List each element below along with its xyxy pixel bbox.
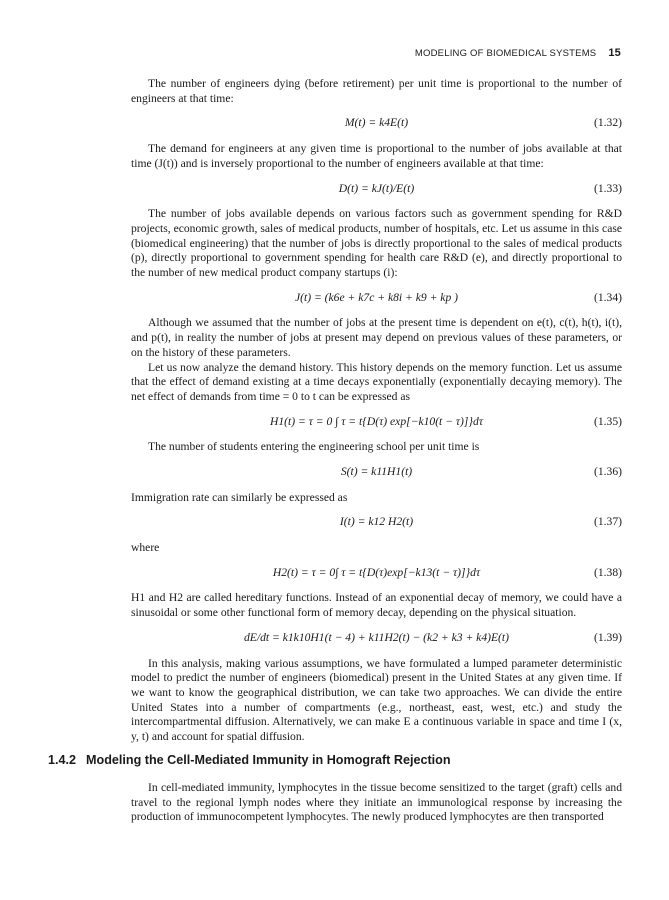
- paragraph: The demand for engineers at any given time is proportional to the number of jobs available at that time (J(t)) and is inversely proportional to the number of engineers available at that time:: [131, 142, 622, 170]
- paragraph: The number of students entering the engineering school per unit time is: [148, 440, 480, 454]
- equation-1-38: [131, 566, 622, 581]
- equation-number: (1.37): [593, 515, 622, 529]
- paragraph: Let us now analyze the demand history. This history depends on the memory function. Let us assume that the effect of demand existing at a time decays exponentially (exponentially decaying memory). The net effect of demands from time = 0 to t can be expressed as: [131, 360, 622, 403]
- running-title: MODELING OF BIOMEDICAL SYSTEMS: [414, 48, 597, 59]
- equation-number: (1.33): [593, 181, 622, 195]
- equation-1-34: [131, 291, 622, 306]
- equation-formula: S(t) = k11H1(t): [340, 465, 413, 478]
- equation-formula: J(t) = (k6e + k7c + k8i + k9 + kp ): [294, 290, 459, 304]
- equation-formula: I(t) = k12 H2(t): [339, 515, 414, 529]
- equation-formula: H1(t) = τ = 0 ∫ τ = t{D(τ) exp[−k10(t − τ)]}dτ: [269, 414, 483, 428]
- equation-1-32: [131, 116, 622, 131]
- paragraph: where: [131, 541, 160, 555]
- section-heading: [48, 753, 451, 767]
- equation-1-36: [131, 465, 622, 480]
- equation-1-37: [131, 515, 622, 530]
- body-text-upper: [131, 77, 622, 745]
- equation-formula: H2(t) = τ = 0∫ τ = t{D(τ)exp[−k13(t − τ)]}dτ: [272, 565, 481, 579]
- equation-1-33: [131, 182, 622, 197]
- equation-number: (1.35): [593, 414, 622, 428]
- equation-number: (1.38): [593, 565, 622, 579]
- section-title: Modeling the Cell-Mediated Immunity in Homograft Rejection: [86, 753, 451, 767]
- body-text-lower: [131, 781, 622, 825]
- page-number: 15: [608, 47, 621, 59]
- equation-formula: dE/dt = k1k10H1(t − 4) + k11H2(t) − (k2 + k3 + k4)E(t): [244, 630, 509, 644]
- paragraph: Although we assumed that the number of jobs at the present time is dependent on e(t), c(t), h(t), i(t), and p(t), in reality the number of jobs at present may depend on previous values of these parameters, or on the history of these parameters.: [131, 316, 622, 359]
- equation-formula: M(t) = k4E(t): [344, 116, 409, 130]
- paragraph: In cell-mediated immunity, lymphocytes in the tissue become sensitized to the target (graft) cells and travel to the regional lymph nodes where they initiate an immunological response by increasing the production of immunocompetent lymphocytes. The newly produced lymphocytes are then transported: [131, 781, 622, 824]
- equation-number: (1.32): [593, 116, 622, 130]
- equation-number: (1.39): [593, 630, 622, 644]
- equation-formula: D(t) = kJ(t)/E(t): [338, 181, 415, 195]
- paragraph: The number of jobs available depends on various factors such as government spending for R&D projects, economic growth, sales of medical products, number of hospitals, etc. Let us assume in this case (biomedical engineering) that the number of jobs is directly proportional to the sales of medical products (p), directly proportional to government spending for health care R&D (e), and directly proportional to the number of new medical product company startups (i):: [131, 207, 622, 279]
- section-number: 1.4.2: [48, 753, 77, 767]
- equation-number: (1.34): [593, 290, 622, 304]
- paragraph: Immigration rate can similarly be expressed as: [131, 490, 348, 504]
- paragraph: The number of engineers dying (before retirement) per unit time is proportional to the number of engineers at that time:: [131, 77, 622, 105]
- paragraph: H1 and H2 are called hereditary functions. Instead of an exponential decay of memory, we could have a sinusoidal or some other functional form of memory decay, depending on the physical situation.: [131, 591, 622, 620]
- equation-number: (1.36): [593, 465, 622, 478]
- equation-1-35: [131, 415, 622, 430]
- equation-1-39: [131, 631, 622, 646]
- paragraph: In this analysis, making various assumptions, we have formulated a lumped parameter deterministic model to predict the number of engineers (biomedical) present in the United States at any given time. If we want to know the geographical distribution, we can take two approaches. We can divide the entire United States into a number of compartments (e.g., northeast, east, west, etc.) and study the intercompartmental diffusion. Alternatively, we can make E a continuous variable in space and time I (x, y, t) and account for spatial diffusion.: [131, 656, 622, 744]
- running-header: [415, 47, 621, 59]
